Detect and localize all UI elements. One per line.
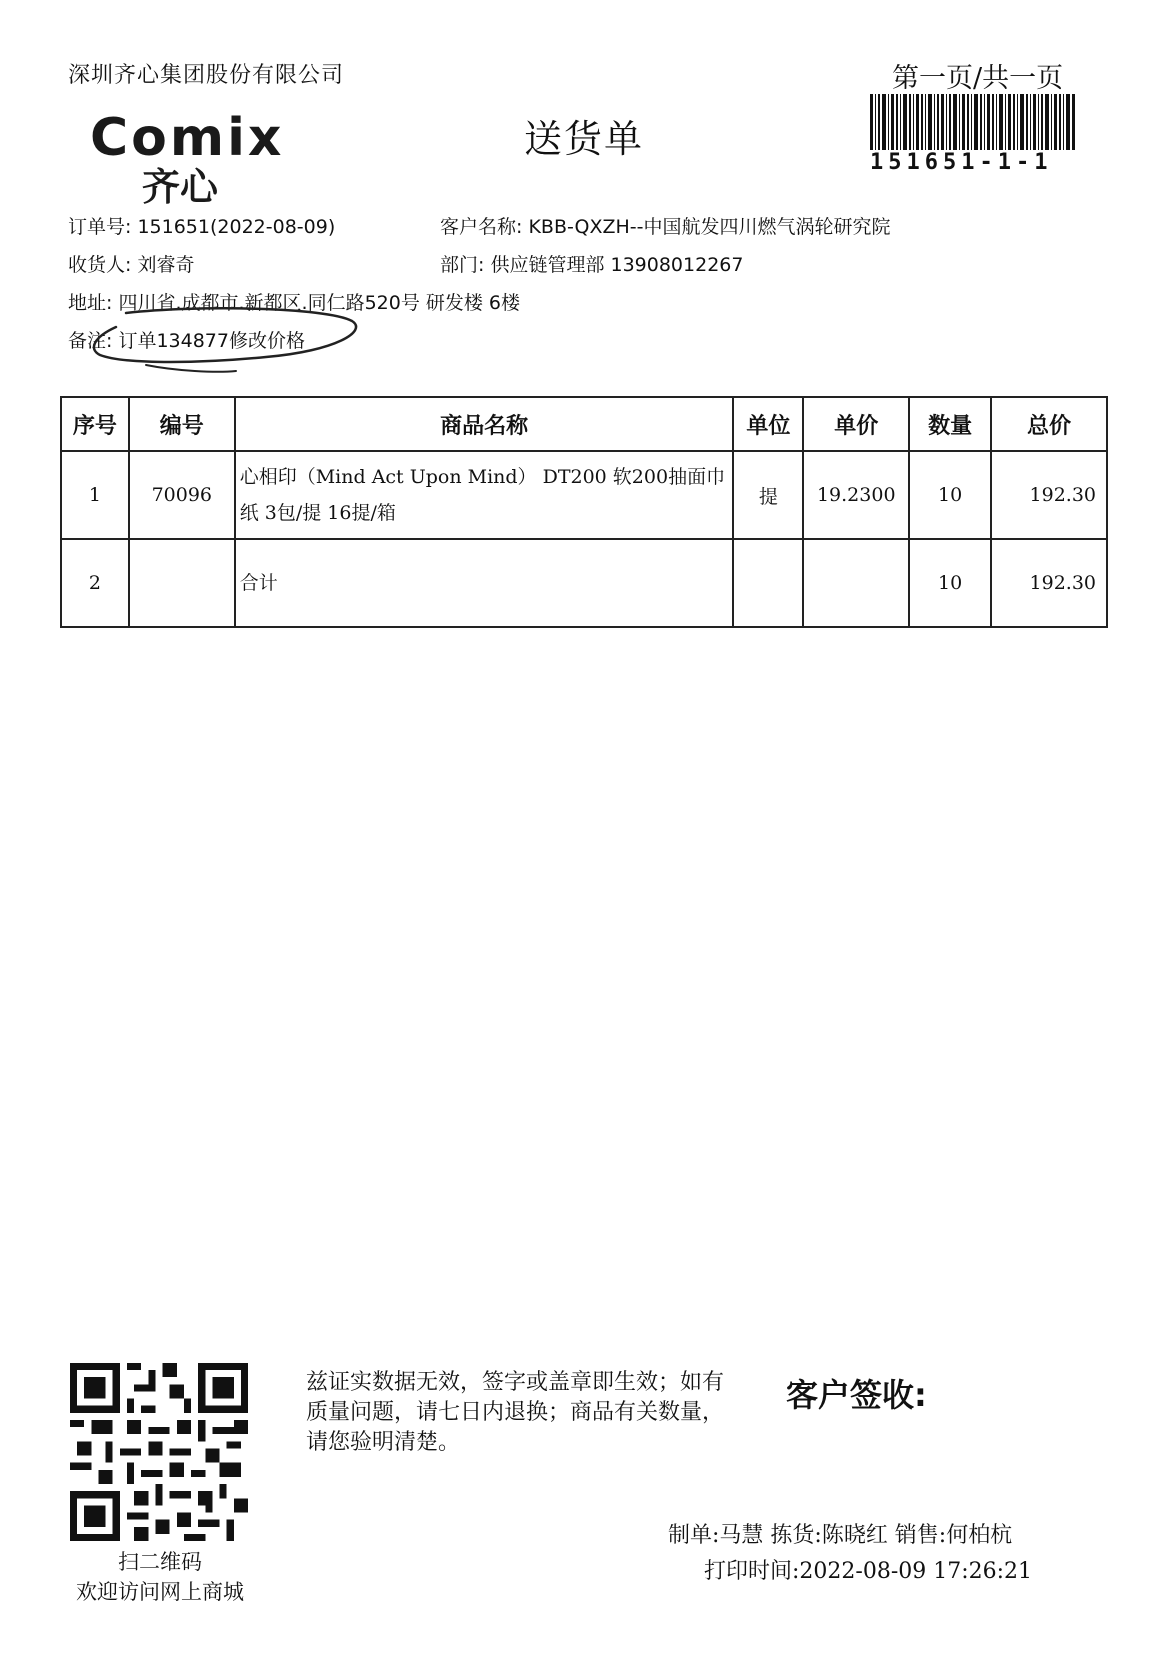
receiver-value: 刘睿奇 xyxy=(137,254,195,276)
col-header-unit: 单位 xyxy=(733,397,803,451)
barcode-number: 151651-1-1 xyxy=(870,150,1053,175)
qr-code-image xyxy=(70,1363,248,1541)
cell-total: 192.30 xyxy=(991,451,1107,539)
customer-value: KBB-QXZH--中国航发四川燃气涡轮研究院 xyxy=(528,216,891,238)
qr-caption-welcome: 欢迎访问网上商城 xyxy=(76,1580,244,1604)
cell-name: 心相印（Mind Act Upon Mind） DT200 软200抽面巾纸 3包/提 16提/箱 xyxy=(235,451,734,539)
comix-logo-cn: 齐心 xyxy=(142,165,219,209)
handwritten-circle-mark xyxy=(86,307,366,375)
cell-seq: 1 xyxy=(61,451,129,539)
col-header-seq: 序号 xyxy=(61,397,129,451)
order-number xyxy=(68,212,335,239)
col-header-name: 商品名称 xyxy=(235,397,734,451)
cell-name: 合计 xyxy=(235,539,734,627)
cell-total: 192.30 xyxy=(991,539,1107,627)
customer-name xyxy=(440,212,891,239)
barcode-image xyxy=(870,94,1075,150)
order-value: 151651(2022-08-09) xyxy=(137,216,336,238)
department xyxy=(440,250,743,277)
customer-label: 客户名称: xyxy=(440,216,523,238)
qr-caption-scan: 扫二维码 xyxy=(118,1550,202,1574)
order-label: 订单号: xyxy=(68,216,132,238)
cell-unit xyxy=(733,539,803,627)
cell-code xyxy=(129,539,235,627)
col-header-total: 总价 xyxy=(991,397,1107,451)
comix-logo: Comix xyxy=(90,108,285,168)
cell-qty: 10 xyxy=(909,451,991,539)
receiver xyxy=(68,250,194,277)
cell-price: 19.2300 xyxy=(803,451,909,539)
page-title: 送货单 xyxy=(524,117,645,161)
dept-label: 部门: xyxy=(440,254,485,276)
company-name: 深圳齐心集团股份有限公司 xyxy=(68,63,345,88)
cell-seq: 2 xyxy=(61,539,129,627)
notice-text: 兹证实数据无效，签字或盖章即生效；如有质量问题，请七日内退换；商品有关数量，请您验明清楚。 xyxy=(306,1370,725,1455)
col-header-price: 单价 xyxy=(803,397,909,451)
staff-line: 制单:马慧 拣货:陈晓红 销售:何柏杭 xyxy=(668,1523,1013,1548)
page-indicator: 第一页/共一页 xyxy=(892,63,1064,94)
cell-price xyxy=(803,539,909,627)
cell-unit: 提 xyxy=(733,451,803,539)
cell-code: 70096 xyxy=(129,451,235,539)
col-header-code: 编号 xyxy=(129,397,235,451)
receiver-label: 收货人: xyxy=(68,254,132,276)
print-time: 打印时间:2022-08-09 17:26:21 xyxy=(704,1559,1033,1584)
cell-qty: 10 xyxy=(909,539,991,627)
table-row xyxy=(61,539,1107,627)
col-header-qty: 数量 xyxy=(909,397,991,451)
dept-value: 供应链管理部 13908012267 xyxy=(490,254,744,276)
remark-value: 订单134877修改价格 xyxy=(118,330,305,352)
customer-signoff-label: 客户签收: xyxy=(786,1376,927,1414)
address-label: 地址: xyxy=(68,292,113,314)
table-row xyxy=(61,451,1107,539)
address-value: 四川省.成都市.新都区.同仁路520号 研发楼 6楼 xyxy=(118,292,521,314)
items-table xyxy=(60,396,1108,628)
table-header-row xyxy=(61,397,1107,451)
remark-label: 备注: xyxy=(68,330,113,352)
